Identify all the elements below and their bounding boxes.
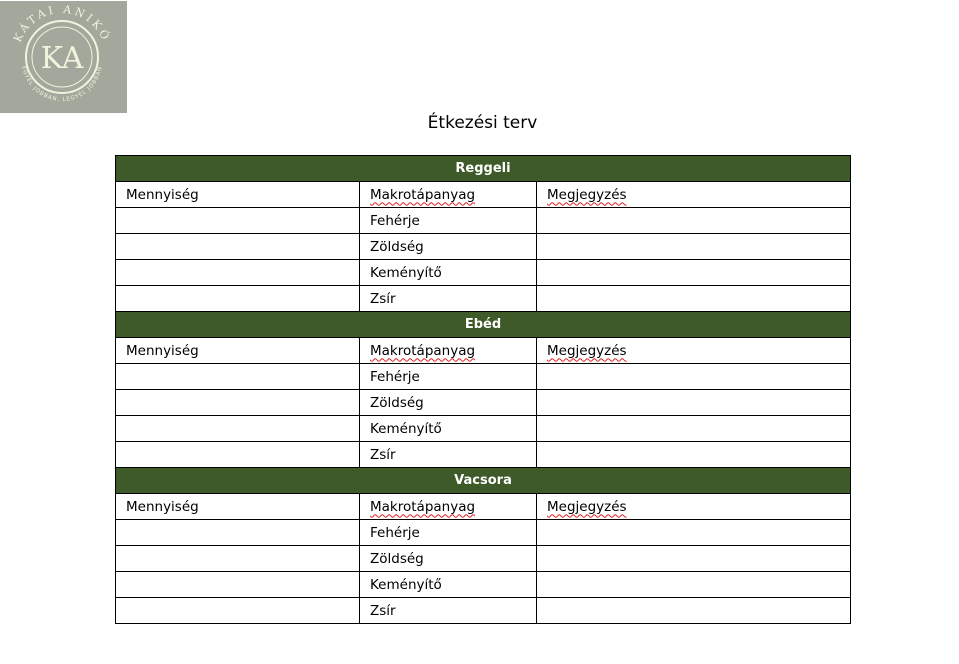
column-header-note-cell[interactable] [537, 494, 851, 520]
table-row [116, 234, 851, 260]
note-cell[interactable] [537, 286, 851, 312]
macronutrient-cell[interactable] [360, 442, 537, 468]
note-cell[interactable] [537, 572, 851, 598]
document-title: Étkezési terv [427, 113, 538, 133]
quantity-cell[interactable] [116, 546, 360, 572]
column-header-macronutrient-cell[interactable] [360, 182, 537, 208]
macronutrient-label: Keményítő [370, 420, 442, 437]
macronutrient-label: Zsír [370, 290, 396, 307]
column-header-quantity-cell[interactable] [116, 182, 360, 208]
note-cell[interactable] [537, 390, 851, 416]
column-header-macronutrient-cell[interactable] [360, 494, 537, 520]
column-header-quantity-cell[interactable] [116, 494, 360, 520]
macronutrient-cell[interactable] [360, 364, 537, 390]
column-header-macronutrient-cell[interactable] [360, 338, 537, 364]
macronutrient-cell[interactable] [360, 520, 537, 546]
macronutrient-label: Fehérje [370, 212, 420, 229]
section-header-row [116, 156, 851, 182]
note-cell[interactable] [537, 234, 851, 260]
quantity-cell[interactable] [116, 598, 360, 624]
macronutrient-cell[interactable] [360, 416, 537, 442]
note-cell[interactable] [537, 416, 851, 442]
quantity-cell[interactable] [116, 572, 360, 598]
column-header-row [116, 338, 851, 364]
column-header-note-cell[interactable] [537, 338, 851, 364]
table-row [116, 442, 851, 468]
section-title: Ebéd [116, 312, 851, 338]
macronutrient-label: Zöldség [370, 238, 424, 255]
section-header-row [116, 312, 851, 338]
table-row [116, 416, 851, 442]
macronutrient-cell[interactable] [360, 234, 537, 260]
column-header-note: Megjegyzés [547, 186, 627, 203]
section-title: Vacsora [116, 468, 851, 494]
section-title: Reggeli [116, 156, 851, 182]
brand-logo [0, 1, 127, 113]
table-row [116, 546, 851, 572]
macronutrient-label: Zöldség [370, 394, 424, 411]
table-row [116, 364, 851, 390]
quantity-cell[interactable] [116, 260, 360, 286]
table-row [116, 286, 851, 312]
note-cell[interactable] [537, 208, 851, 234]
quantity-cell[interactable] [116, 208, 360, 234]
column-header-macronutrient: Makrotápanyag [370, 186, 476, 203]
quantity-cell[interactable] [116, 286, 360, 312]
macronutrient-cell[interactable] [360, 546, 537, 572]
meal-plan-table [115, 155, 851, 624]
table-row [116, 390, 851, 416]
table-row [116, 208, 851, 234]
column-header-macronutrient: Makrotápanyag [370, 498, 476, 515]
macronutrient-cell[interactable] [360, 390, 537, 416]
column-header-quantity: Mennyiség [126, 498, 199, 515]
quantity-cell[interactable] [116, 416, 360, 442]
macronutrient-label: Keményítő [370, 576, 442, 593]
quantity-cell[interactable] [116, 390, 360, 416]
section-header-row [116, 468, 851, 494]
logo-ring-bottom-text: EGYÉL JOBBAN, LEGYÉL JOBBAN [20, 65, 104, 104]
macronutrient-label: Keményítő [370, 264, 442, 281]
macronutrient-label: Fehérje [370, 368, 420, 385]
table-row [116, 260, 851, 286]
macronutrient-cell[interactable] [360, 260, 537, 286]
logo-initials: KA [40, 41, 84, 76]
column-header-row [116, 494, 851, 520]
macronutrient-label: Zöldség [370, 550, 424, 567]
quantity-cell[interactable] [116, 520, 360, 546]
macronutrient-cell[interactable] [360, 286, 537, 312]
column-header-quantity: Mennyiség [126, 186, 199, 203]
quantity-cell[interactable] [116, 442, 360, 468]
quantity-cell[interactable] [116, 364, 360, 390]
logo-ring-top-text: KÁTAI ANIKÓ [10, 2, 114, 45]
macronutrient-cell[interactable] [360, 208, 537, 234]
column-header-note: Megjegyzés [547, 498, 627, 515]
macronutrient-cell[interactable] [360, 598, 537, 624]
column-header-note: Megjegyzés [547, 342, 627, 359]
macronutrient-label: Fehérje [370, 524, 420, 541]
note-cell[interactable] [537, 520, 851, 546]
column-header-quantity-cell[interactable] [116, 338, 360, 364]
note-cell[interactable] [537, 546, 851, 572]
macronutrient-label: Zsír [370, 602, 396, 619]
column-header-macronutrient: Makrotápanyag [370, 342, 476, 359]
note-cell[interactable] [537, 442, 851, 468]
table-row [116, 598, 851, 624]
note-cell[interactable] [537, 260, 851, 286]
note-cell[interactable] [537, 598, 851, 624]
column-header-note-cell[interactable] [537, 182, 851, 208]
column-header-row [116, 182, 851, 208]
column-header-quantity: Mennyiség [126, 342, 199, 359]
macronutrient-label: Zsír [370, 446, 396, 463]
quantity-cell[interactable] [116, 234, 360, 260]
table-row [116, 572, 851, 598]
table-row [116, 520, 851, 546]
note-cell[interactable] [537, 364, 851, 390]
macronutrient-cell[interactable] [360, 572, 537, 598]
